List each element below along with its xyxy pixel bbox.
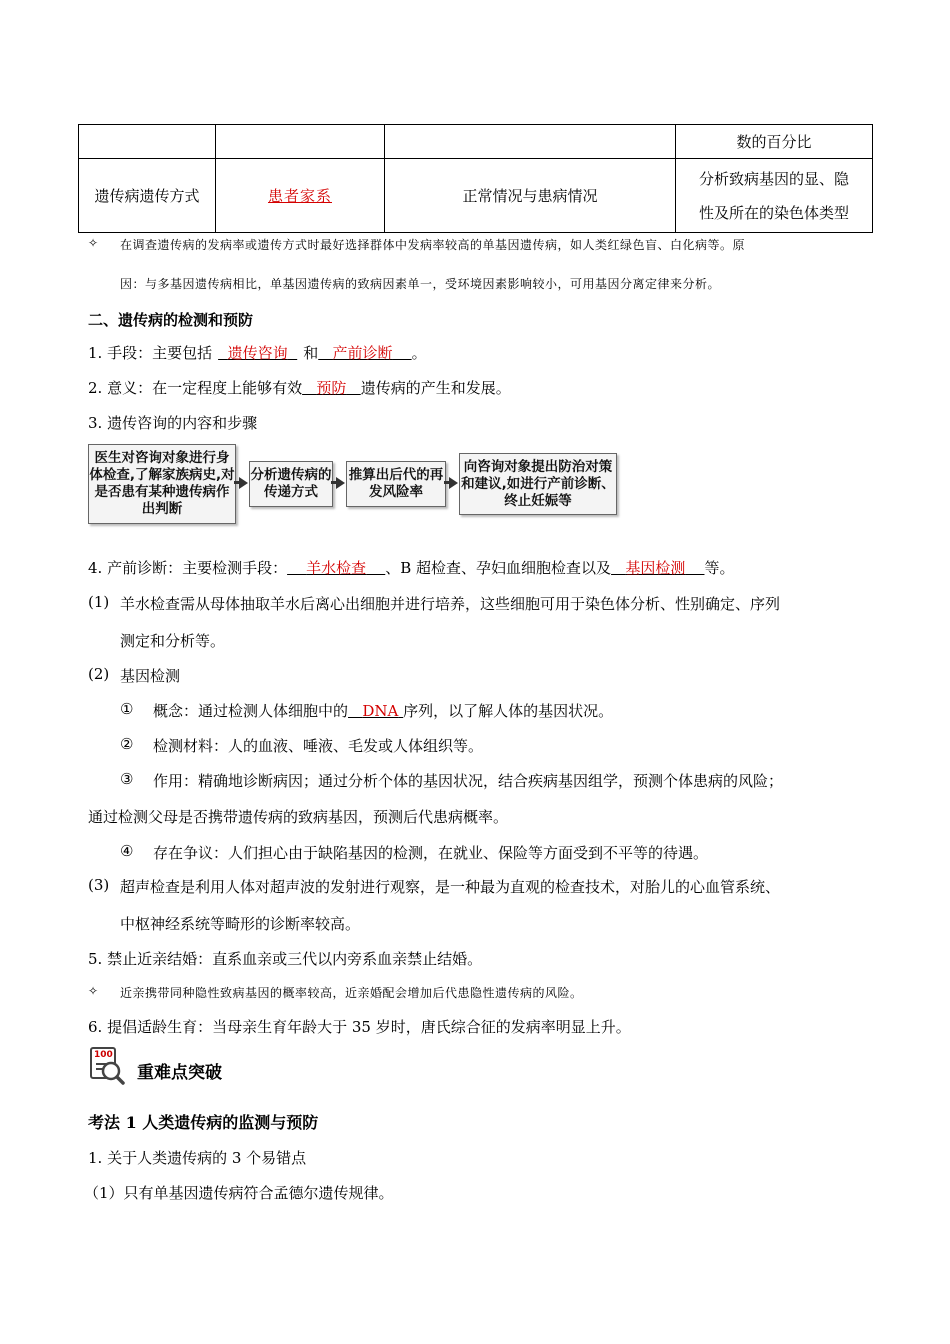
table-cell: 遗传病遗传方式 (79, 159, 216, 233)
list-number: ① (120, 700, 134, 718)
paragraph: 概念：通过检测人体细胞中的 DNA 序列，以了解人体的基因状况。 (153, 702, 614, 720)
table-cell (216, 159, 385, 233)
table-cell (676, 159, 873, 233)
table-cell-line: 性及所在的染色体类型 (698, 203, 849, 222)
arrow-right-icon (449, 477, 458, 489)
magnifier-report-icon (88, 1046, 126, 1086)
answer-blank: 预防 (316, 379, 347, 397)
list-number: ③ (120, 770, 134, 788)
list-number: (3) (88, 876, 110, 894)
paragraph: 6. 提倡适龄生育：当母亲生育年龄大于 35 岁时，唐氏综合征的发病率明显上升。 (88, 1018, 631, 1036)
note-bullet-icon: ✧ (88, 984, 99, 998)
table-cell (216, 125, 385, 159)
section-title: 二、遗传病的检测和预防 (88, 311, 254, 329)
list-number: ④ (120, 842, 134, 860)
list-number: (2) (88, 665, 110, 683)
paragraph: 中枢神经系统等畸形的诊断率较高。 (120, 915, 361, 933)
answer-blank: 羊水检查 (306, 559, 367, 577)
icon-label: 100 (94, 1050, 113, 1060)
paragraph: （1）只有单基因遗传病符合孟德尔遗传规律。 (84, 1184, 394, 1202)
paragraph: 存在争议：人们担心由于缺陷基因的检测，在就业、保险等方面受到不平等的待遇。 (153, 844, 709, 862)
flow-step-4: 向咨询对象提出防治对策和建议,如进行产前诊断、终止妊娠等 (459, 453, 617, 515)
flow-step-1: 医生对咨询对象进行身体检查,了解家族病史,对是否患有某种遗传病作出判断 (88, 444, 236, 524)
paragraph: 测定和分析等。 (120, 632, 226, 650)
note-bullet-icon: ✧ (88, 236, 99, 250)
method-title: 考法 1 人类遗传病的监测与预防 (88, 1113, 319, 1132)
paragraph: 1. 手段：主要包括 遗传咨询 和 产前诊断 。 (88, 344, 427, 362)
paragraph: 3. 遗传咨询的内容和步骤 (88, 414, 258, 432)
paragraph: 作用：精确地诊断病因；通过分析个体的基因状况，结合疾病基因组学，预测个体患病的风险； (153, 772, 784, 790)
list-number: (1) (88, 593, 110, 611)
answer-blank: 基因检测 (625, 559, 686, 577)
table-cell (385, 125, 676, 159)
paragraph: 5. 禁止近亲结婚：直系血亲或三代以内旁系血亲禁止结婚。 (88, 950, 483, 968)
info-table (78, 124, 873, 233)
paragraph: 基因检测 (120, 667, 181, 685)
list-number: ② (120, 735, 134, 753)
arrow-right-icon (239, 477, 248, 489)
paragraph: 羊水检查需从母体抽取羊水后离心出细胞并进行培养，这些细胞可用于染色体分析、性别确定、序列 (120, 595, 781, 613)
flow-step-3: 推算出后代的再发风险率 (346, 461, 446, 507)
answer-blank: 遗传咨询 (227, 344, 288, 362)
table-cell: 数的百分比 (676, 125, 873, 159)
paragraph: 4. 产前诊断：主要检测手段： 羊水检查 、B 超检查、孕妇血细胞检查以及 基因检测 等。 (88, 559, 735, 577)
paragraph: 超声检查是利用人体对超声波的发射进行观察，是一种最为直观的检查技术，对胎儿的心血管系统、 (120, 878, 781, 896)
section-title: 重难点突破 (137, 1063, 222, 1083)
note-text: 在调查遗传病的发病率或遗传方式时最好选择群体中发病率较高的单基因遗传病，如人类红绿色盲、白化病等。原 (120, 238, 746, 252)
answer-blank: 患者家系 (267, 187, 332, 205)
paragraph: 2. 意义：在一定程度上能够有效 预防 遗传病的产生和发展。 (88, 379, 511, 397)
flow-step-2: 分析遗传病的传递方式 (249, 461, 333, 507)
arrow-right-icon (336, 477, 345, 489)
paragraph: 检测材料：人的血液、唾液、毛发或人体组织等。 (153, 737, 484, 755)
table-cell: 正常情况与患病情况 (385, 159, 676, 233)
table-cell (79, 125, 216, 159)
answer-blank: DNA (362, 702, 399, 720)
answer-blank: 产前诊断 (332, 344, 393, 362)
paragraph: 1. 关于人类遗传病的 3 个易错点 (88, 1149, 307, 1167)
note-text: 因：与多基因遗传病相比，单基因遗传病的致病因素单一，受环境因素影响较小，可用基因分离定律来分析。 (120, 277, 721, 291)
paragraph: 通过检测父母是否携带遗传病的致病基因，预测后代患病概率。 (88, 808, 509, 826)
table-cell-line: 分析致病基因的显、隐 (698, 169, 849, 188)
note-text: 近亲携带同种隐性致病基因的概率较高，近亲婚配会增加后代患隐性遗传病的风险。 (120, 986, 583, 1000)
